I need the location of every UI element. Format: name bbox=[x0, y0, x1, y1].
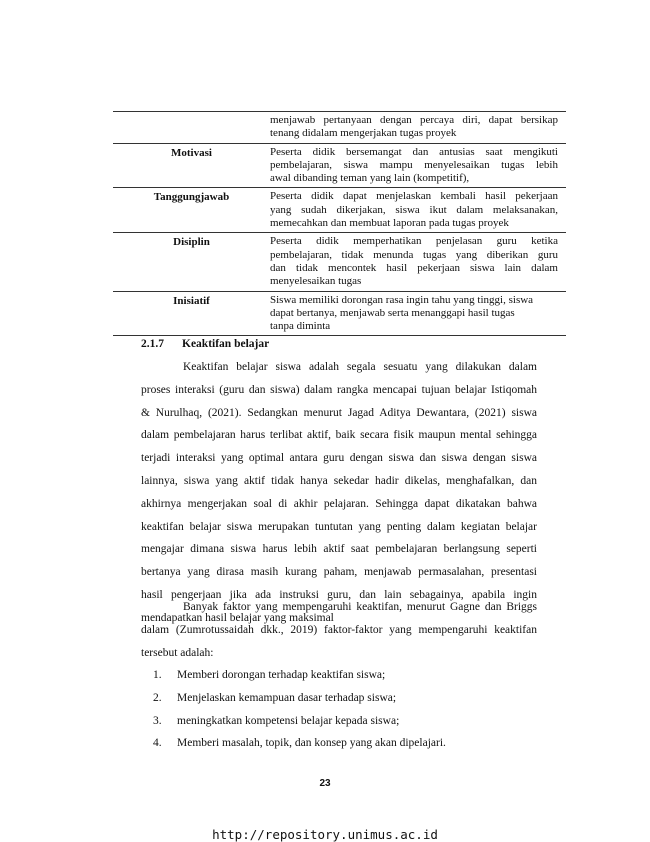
table-row bbox=[113, 188, 566, 233]
indicator-table bbox=[113, 111, 566, 336]
paragraph-line: dalam pembelajaran harus terlibat aktif, baik secara fisik maupun mental sehingga bbox=[141, 429, 537, 442]
table-cell-line: Peserta didik bersemangat dan antusias saat mengikuti bbox=[270, 145, 558, 158]
paragraph-line: tersebut adalah: bbox=[141, 646, 214, 659]
section-number: 2.1.7 bbox=[141, 338, 164, 350]
list-item-number: 4. bbox=[153, 737, 162, 750]
list-item bbox=[141, 687, 446, 710]
paragraph-line: Banyak faktor yang mempengaruhi keaktifan, menurut Gagne dan Briggs bbox=[183, 601, 537, 613]
paragraph-line: akhirnya mengerjakan soal di akhir pelajaran. Sehingga dapat dikatakan bahwa bbox=[141, 497, 537, 510]
paragraph-line: Keaktifan belajar siswa adalah segala sesuatu yang dilakukan dalam bbox=[183, 361, 537, 373]
table-cell-line: pembelajaran, siswa mampu menyelesaikan tugas lebih bbox=[270, 158, 558, 171]
table-cell-line: yang sudah dikerjakan, siswa ikut dalam melaksanakan, bbox=[270, 203, 558, 216]
table-cell-line: tanpa diminta bbox=[270, 320, 331, 333]
table-row-description bbox=[270, 144, 562, 188]
table-cell-line: awal dibanding teman yang lain (kompetitif), bbox=[270, 172, 470, 185]
table-row-label: Motivasi bbox=[171, 146, 212, 159]
paragraph-line: hasil pengerjaan jika ada instruksi guru, dan lain sebagainya, apabila ingin bbox=[141, 588, 537, 601]
table-row bbox=[113, 233, 566, 291]
paragraph-factors-intro bbox=[141, 596, 537, 664]
paragraph-line: proses interaksi (guru dan siswa) dalam rangka mencapai tujuan belajar Istiqomah bbox=[141, 383, 537, 396]
list-item-number: 3. bbox=[153, 714, 162, 727]
table-cell-line: tenang didalam mengerjakan tugas proyek bbox=[270, 127, 457, 140]
table-row bbox=[113, 292, 566, 337]
table-cell-line: Peserta didik dapat menjelaskan kembali hasil pekerjaan bbox=[270, 190, 558, 203]
table-row-description bbox=[270, 233, 562, 290]
table-cell-line: dapat bertanya, menjawab serta menanggapi hasil tugas bbox=[270, 306, 515, 319]
table-row-label: Inisiatif bbox=[173, 294, 210, 307]
paragraph-line: dalam (Zumrotussaidah dkk., 2019) faktor-faktor yang mempengaruhi keaktifan bbox=[141, 623, 537, 636]
paragraph-line: mengajar dimana siswa harus lebih aktif saat pembelajaran berlangsung seperti bbox=[141, 543, 537, 556]
table-row-description bbox=[270, 112, 562, 143]
list-item-text: Memberi dorongan terhadap keaktifan siswa; bbox=[177, 669, 386, 681]
table-row-label: Disiplin bbox=[173, 236, 210, 249]
section-heading bbox=[141, 338, 269, 350]
list-item-text: Memberi masalah, topik, dan konsep yang akan dipelajari. bbox=[177, 737, 446, 750]
table-cell-line: menyelesaikan tugas bbox=[270, 275, 362, 288]
page-number: 23 bbox=[319, 778, 331, 789]
paragraph-keaktifan-definition bbox=[141, 356, 537, 630]
table-cell-line: pembelajaran, tidak menunda tugas yang diberikan guru bbox=[270, 248, 558, 261]
table-row bbox=[113, 144, 566, 189]
factor-list bbox=[141, 664, 446, 755]
table-row bbox=[113, 111, 566, 144]
list-item-text: Menjelaskan kemampuan dasar terhadap siswa; bbox=[177, 691, 397, 704]
list-item-text: meningkatkan kompetensi belajar kepada siswa; bbox=[177, 714, 400, 727]
table-row-description bbox=[270, 188, 562, 232]
list-item-number: 1. bbox=[153, 669, 162, 681]
table-row-label: Tanggungjawab bbox=[153, 191, 230, 204]
paragraph-line: & Nurulhaq, (2021). Sedangkan menurut Jagad Aditya Dewantara, (2021) siswa bbox=[141, 406, 537, 419]
repository-url[interactable]: http://repository.unimus.ac.id bbox=[212, 827, 438, 842]
paragraph-line: lainnya, siswa yang aktif tidak hanya sekedar hadir dikelas, menghafalkan, dan bbox=[141, 474, 537, 487]
list-item-number: 2. bbox=[153, 691, 162, 704]
list-item bbox=[141, 710, 446, 733]
table-row-label bbox=[113, 112, 270, 143]
list-item bbox=[141, 732, 446, 755]
table-row-description bbox=[270, 292, 562, 336]
table-cell-line: Peserta didik memperhatikan penjelasan guru ketika bbox=[270, 235, 558, 248]
list-item bbox=[141, 664, 446, 687]
table-cell-line: dan tidak mencontek hasil pekerjaan siswa lain dalam bbox=[270, 261, 558, 274]
table-cell-line: menjawab pertanyaan dengan percaya diri, dapat bersikap bbox=[270, 114, 558, 126]
section-title: Keaktifan belajar bbox=[182, 338, 270, 350]
table-cell-line: memecahkan dan membuat laporan pada tugas proyek bbox=[270, 217, 509, 230]
paragraph-line: bertanya yang dirasa masih kurang paham, menjawab permasalahan, presentasi bbox=[141, 566, 537, 579]
paragraph-line: keaktifan belajar siswa merupakan tuntutan yang penting dalam kegiatan belajar bbox=[141, 520, 537, 533]
paragraph-line: mendapatkan hasil belajar yang maksimal bbox=[141, 611, 334, 624]
table-cell-line: Siswa memiliki dorongan rasa ingin tahu yang tinggi, siswa bbox=[270, 293, 534, 306]
paragraph-line: terjadi interaksi yang optimal antara guru dengan siswa dan siswa dengan siswa bbox=[141, 452, 537, 465]
